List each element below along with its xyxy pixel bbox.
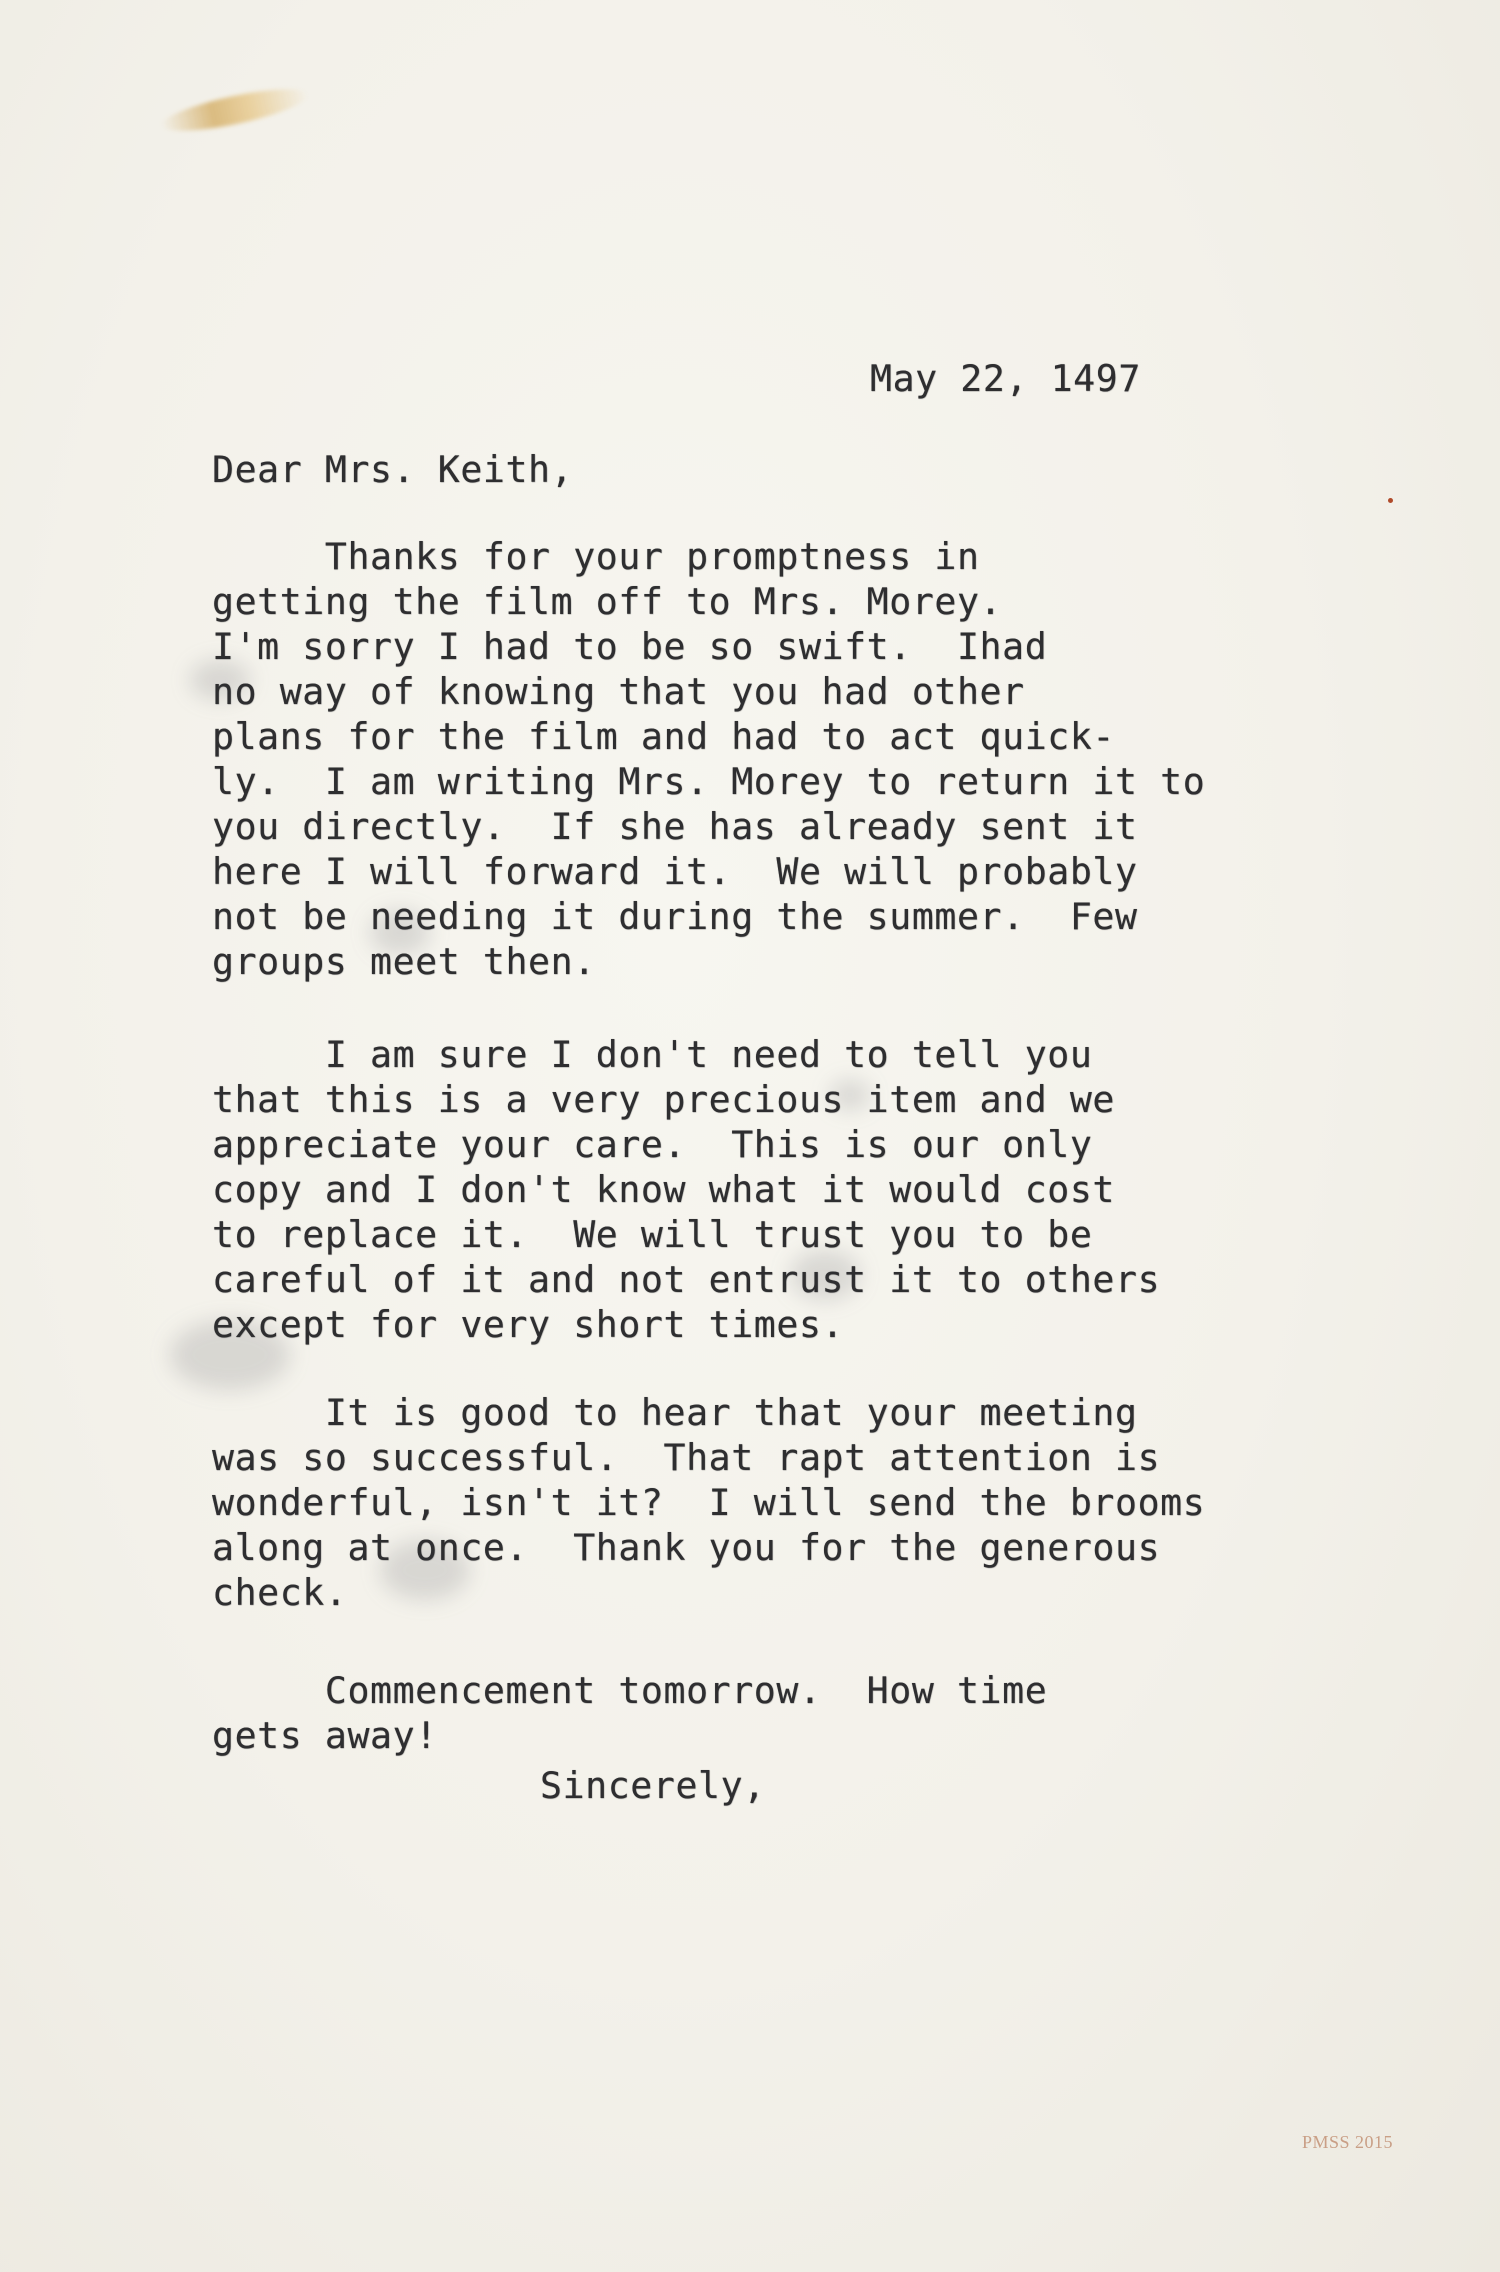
archive-watermark: PMSS 2015 [1302,2132,1394,2152]
letter-paragraph-2: I am sure I don't need to tell you that this is a very precious item and we appreciate your care. This is our only copy and I don't know what it would cost to replace it. We will trust you to be careful of it and not entrust it to others except for very short times. [212,1033,1161,1346]
letter-salutation: Dear Mrs. Keith, [212,448,574,491]
letter-date: May 22, 1497 [870,357,1141,400]
red-ink-dot [1388,498,1393,503]
letter-paragraph-3: It is good to hear that your meeting was so successful. That rapt attention is wonderful, isn't it? I will send the brooms along at once. Thank you for the generous check. [212,1391,1206,1614]
letter-paragraph-4: Commencement tomorrow. How time gets away! [212,1669,1048,1757]
letter-closing: Sincerely, [540,1764,766,1807]
tape-stain [159,81,312,140]
letter-paragraph-1: Thanks for your promptness in getting the film off to Mrs. Morey. I'm sorry I had to be so swift. Ihad no way of knowing that you had other plans for the film and had to act quick- ly. I am writing Mrs. Morey to return it to you directly. If she has already sent it here I will forward it. We will probably not be needing it during the summer. Few groups meet then. [212,535,1206,983]
